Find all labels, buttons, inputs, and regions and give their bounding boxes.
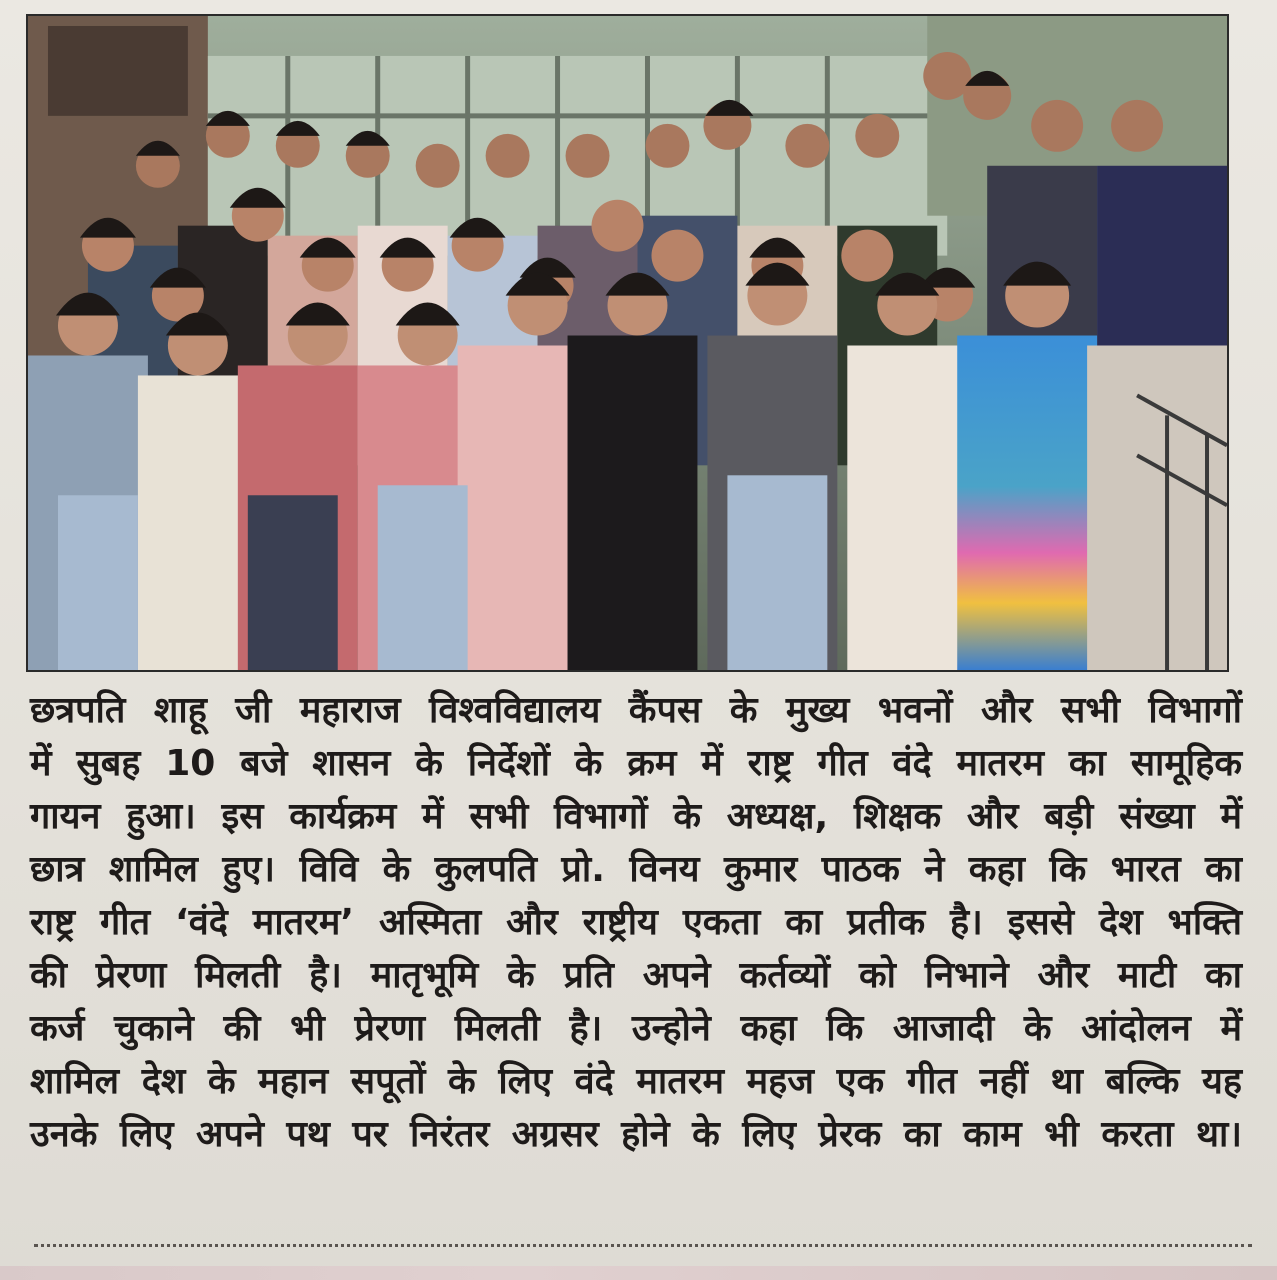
- article-line: की प्रेरणा मिलती है। मातृभूमि के प्रति अपने कर्तव्यों को निभाने और माटी का: [30, 955, 1242, 996]
- group-photo: [26, 14, 1229, 672]
- article-line: उनके लिए अपने पथ पर निरंतर अग्रसर होने के लिए प्रेरक का काम भी करता था।: [30, 1114, 1242, 1155]
- article-line: गायन हुआ। इस कार्यक्रम में सभी विभागों के अध्यक्ष, शिक्षक और बड़ी संख्या में: [30, 796, 1242, 837]
- dotted-divider: [34, 1244, 1252, 1247]
- article-line: राष्ट्र गीत ‘वंदे मातरम’ अस्मिता और राष्ट्रीय एकता का प्रतीक है। इससे देश भक्ति: [30, 902, 1242, 943]
- article-line: शामिल देश के महान सपूतों के लिए वंदे मातरम महज एक गीत नहीं था बल्कि यह: [30, 1061, 1242, 1102]
- article-line: कर्ज चुकाने की भी प्रेरणा मिलती है। उन्होने कहा कि आजादी के आंदोलन में: [30, 1008, 1242, 1049]
- article-line: छत्रपति शाहू जी महाराज विश्वविद्यालय कैंपस के मुख्य भवनों और सभी विभागों: [30, 690, 1242, 731]
- next-column-edge: [0, 1266, 1277, 1280]
- group-photo-image: [28, 16, 1227, 670]
- article-line: छात्र शामिल हुए। विवि के कुलपति प्रो. विनय कुमार पाठक ने कहा कि भारत का: [30, 849, 1242, 890]
- article-body: [30, 684, 1242, 1161]
- article-line: में सुबह 10 बजे शासन के निर्देशों के क्रम में राष्ट्र गीत वंदे मातरम का सामूहिक: [30, 743, 1242, 784]
